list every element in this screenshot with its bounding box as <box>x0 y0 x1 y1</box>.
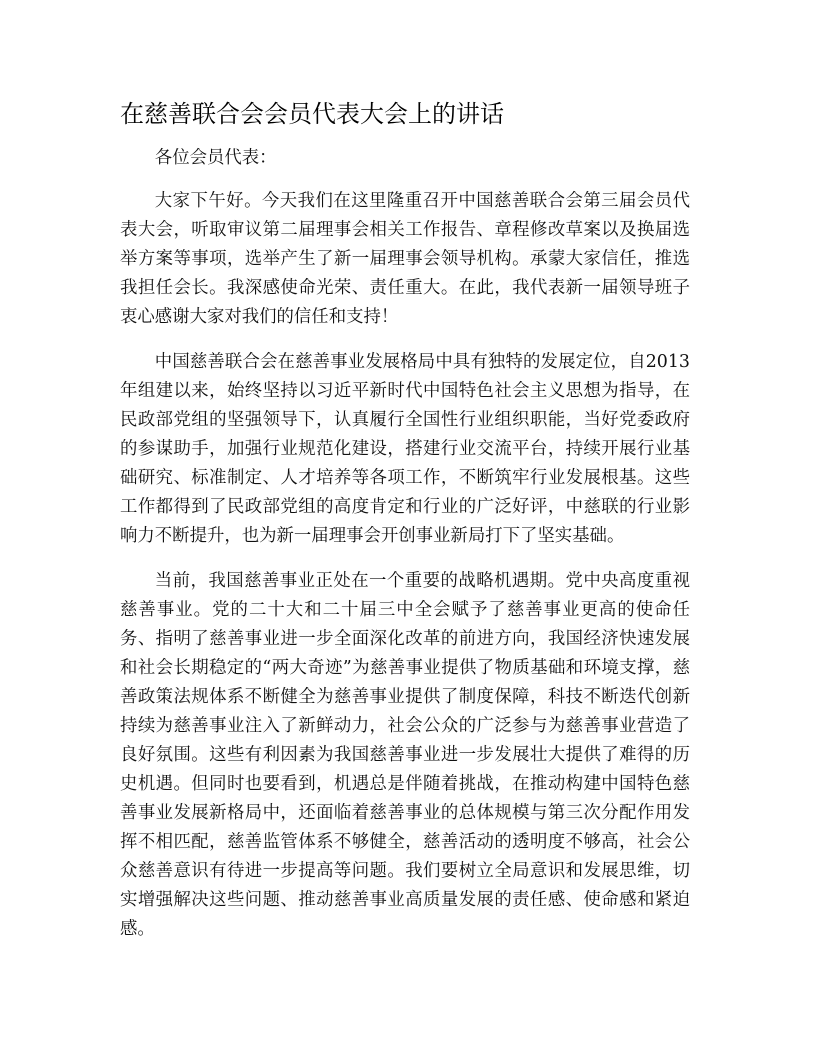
document-body <box>120 92 690 960</box>
paragraph-3: 当前，我国慈善事业正处在一个重要的战略机遇期。党中央高度重视慈善事业。党的二十大和二十届三中全会赋予了慈善事业更高的使命任务、指明了慈善事业进一步全面深化改革的前进方向，我国经济快速发展和社会长期稳定的“两大奇迹”为慈善事业提供了物质基础和环境支撑，慈善政策法规体系不断健全为慈善事业提供了制度保障，科技不断迭代创新持续为慈善事业注入了新鲜动力，社会公众的广泛参与为慈善事业营造了良好氛围。这些有利因素为我国慈善事业进一步发展壮大提供了难得的历史机遇。但同时也要看到，机遇总是伴随着挑战，在推动构建中国特色慈善事业发展新格局中，还面临着慈善事业的总体规模与第三次分配作用发挥不相匹配，慈善监管体系不够健全，慈善活动的透明度不够高，社会公众慈善意识有待进一步提高等问题。我们要树立全局意识和发展思维，切实增强解决这些问题、推动慈善事业高质量发展的责任感、使命感和紧迫感。 <box>120 571 690 939</box>
paragraph-2: 中国慈善联合会在慈善事业发展格局中具有独特的发展定位，自2013年组建以来，始终坚持以习近平新时代中国特色社会主义思想为指导，在民政部党组的坚强领导下，认真履行全国性行业组织职能，当好党委政府的参谋助手，加强行业规范化建设，搭建行业交流平台，持续开展行业基础研究、标准制定、人才培养等各项工作，不断筑牢行业发展根基。这些工作都得到了民政部党组的高度肯定和行业的广泛好评，中慈联的行业影响力不断提升，也为新一届理事会开创事业新局打下了坚实基础。 <box>120 352 690 546</box>
paragraph-1: 大家下午好。今天我们在这里隆重召开中国慈善联合会第三届会员代表大会，听取审议第二届理事会相关工作报告、章程修改草案以及换届选举方案等事项，选举产生了新一届理事会领导机构。承蒙大家信任，推选我担任会长。我深感使命光荣、责任重大。在此，我代表新一届领导班子衷心感谢大家对我们的信任和支持！ <box>120 191 690 327</box>
salutation: 各位会员代表： <box>154 148 277 168</box>
document-title: 在慈善联合会会员代表大会上的讲话 <box>120 100 504 128</box>
